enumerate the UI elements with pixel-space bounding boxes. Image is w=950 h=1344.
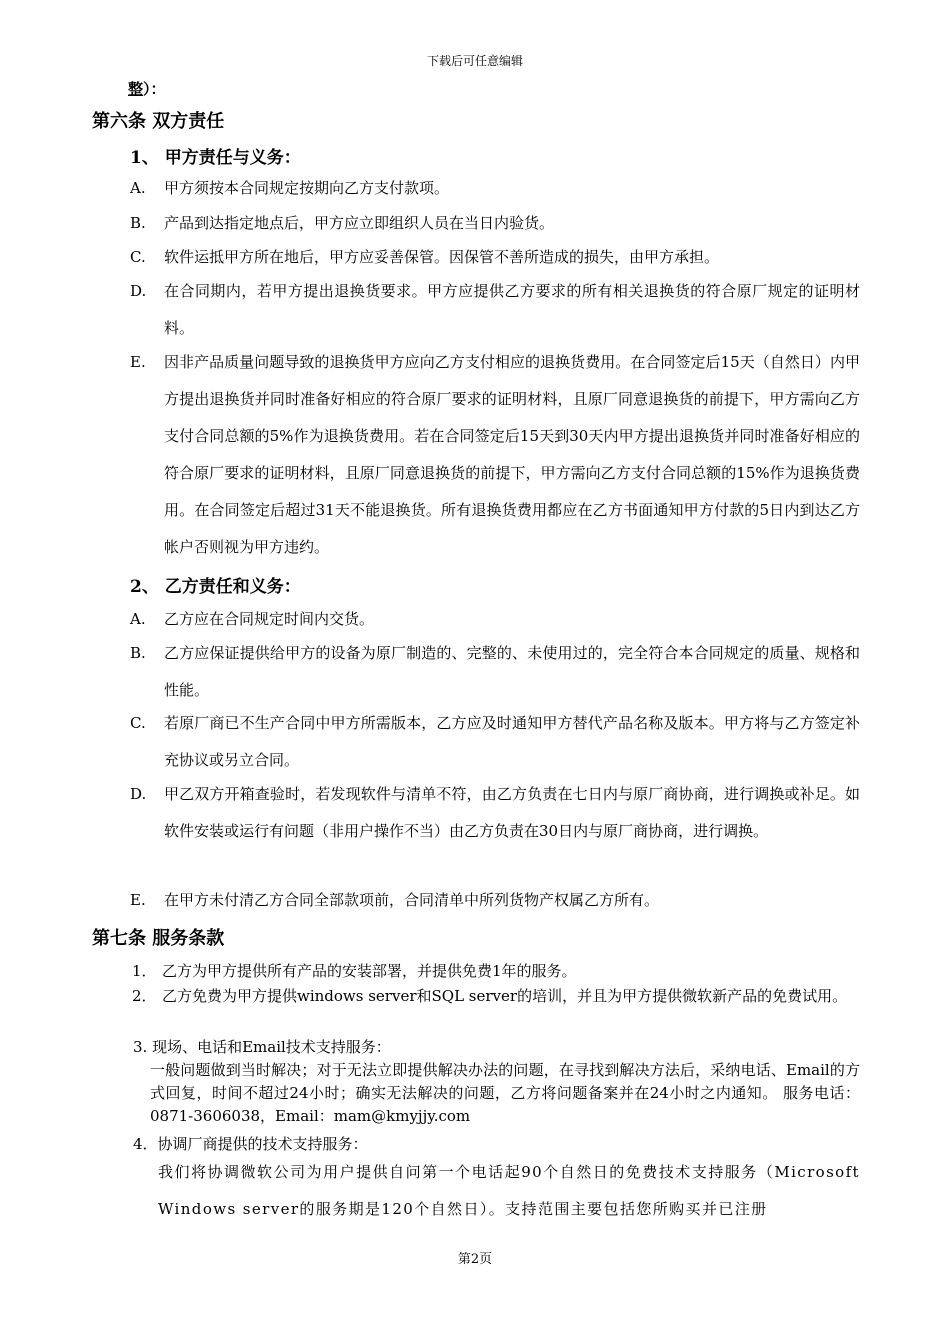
item-label: B.: [130, 644, 146, 662]
party-a-item-e: [130, 344, 860, 566]
continuation-text: [128, 78, 166, 99]
service-number: 2．: [132, 987, 157, 1005]
party-b-heading: 2、 乙方责任和义务：: [130, 577, 301, 597]
article-6-title: 第六条 双方责任: [92, 111, 225, 132]
service-4-body: 我们将协调微软公司为用户提供自问第一个电话起90个自然日的免费技术支持服务（Microsoft Windows server的服务期是120个自然日）。支持范围主要包括您所购买并已注册: [158, 1163, 860, 1218]
service-text: 乙方为甲方提供所有产品的安装部署，并提供免费1年的服务。: [162, 962, 577, 980]
item-text: 产品到达指定地点后，甲方应立即组织人员在当日内验货。: [164, 214, 555, 232]
party-b-item-b: [130, 635, 860, 709]
item-label: D.: [130, 785, 147, 803]
continuation-bold: 整: [128, 80, 144, 98]
item-label: E.: [130, 891, 146, 909]
page-number: 第2页: [457, 1252, 493, 1267]
item-label: A.: [130, 179, 146, 197]
service-item-1: [132, 960, 860, 983]
item-text: 乙方应在合同规定时间内交货。: [164, 610, 375, 628]
service-item-2: [132, 985, 860, 1008]
item-text: 因非产品质量问题导致的退换货甲方应向乙方支付相应的退换货费用。在合同签定后15天（自然日）内甲方提出退换货并同时准备好相应的符合原厂要求的证明材料，且原厂同意退换货的前提下，甲方需向乙方支付合同总额的5%作为退换货费用。若在合同签定后15天到30天内甲方提出退换货并同时准备好相应的符合原厂要求的证明材料，且原厂同意退换货的前提下，甲方需向乙方支付合同总额的15%作为退换货费用。在合同签定后超过31天不能退换货。所有退换货费用都应在乙方书面通知甲方付款的5日内到达乙方帐户否则视为甲方违约。: [164, 353, 860, 556]
party-b-item-a: [130, 601, 860, 638]
service-4-heading: 4．协调厂商提供的技术支持服务：: [133, 1135, 368, 1153]
header-note: 下载后可任意编辑: [426, 54, 523, 68]
item-label: C.: [130, 714, 146, 732]
item-label: C.: [130, 248, 146, 266]
party-b-item-d: [130, 776, 860, 850]
item-text: 软件运抵甲方所在地后，甲方应妥善保管。因保管不善所造成的损失，由甲方承担。: [164, 248, 720, 266]
service-3-heading: 3. 现场、电话和Email技术支持服务：: [133, 1038, 391, 1056]
party-a-heading: 1、 甲方责任与义务：: [130, 148, 301, 168]
party-a-item-c: [130, 239, 860, 276]
item-text: 在合同期内，若甲方提出退换货要求。甲方应提供乙方要求的所有相关退换货的符合原厂规定的证明材料。: [164, 282, 860, 337]
party-a-item-d: [130, 273, 860, 347]
item-text: 乙方应保证提供给甲方的设备为原厂制造的、完整的、未使用过的，完全符合本合同规定的质量、规格和性能。: [164, 644, 860, 699]
article-7-title: 第七条 服务条款: [92, 928, 225, 949]
item-label: E.: [130, 353, 146, 371]
party-b-item-c: [130, 705, 860, 779]
party-a-item-b: [130, 205, 860, 242]
service-text: 乙方免费为甲方提供windows server和SQL server的培训，并且为甲方提供微软新产品的免费试用。: [162, 987, 848, 1005]
service-number: 1．: [132, 962, 157, 980]
continuation-rest: ）：: [143, 80, 166, 98]
item-text: 若原厂商已不生产合同中甲方所需版本，乙方应及时通知甲方替代产品名称及版本。甲方将与乙方签定补充协议或另立合同。: [164, 714, 860, 769]
item-label: D.: [130, 282, 147, 300]
item-text: 在甲方未付清乙方合同全部款项前，合同清单中所列货物产权属乙方所有。: [164, 891, 660, 909]
item-text: 甲乙双方开箱查验时，若发现软件与清单不符，由乙方负责在七日内与原厂商协商，进行调换或补足。如软件安装或运行有问题（非用户操作不当）由乙方负责在30日内与原厂商协商，进行调换。: [164, 785, 860, 840]
party-a-item-a: [130, 170, 860, 207]
party-b-item-e: [130, 882, 860, 919]
item-label: B.: [130, 214, 146, 232]
service-3-body: 一般问题做到当时解决；对于无法立即提供解决办法的问题，在寻找到解决方法后，采纳电话、Email的方式回复，时间不超过24小时；确实无法解决的问题，乙方将问题备案并在24小时之内通知。 服务电话：0871-3606038，Email：mam@kmyjjy.com: [150, 1061, 860, 1125]
item-text: 甲方须按本合同规定按期向乙方支付款项。: [164, 179, 450, 197]
item-label: A.: [130, 610, 146, 628]
